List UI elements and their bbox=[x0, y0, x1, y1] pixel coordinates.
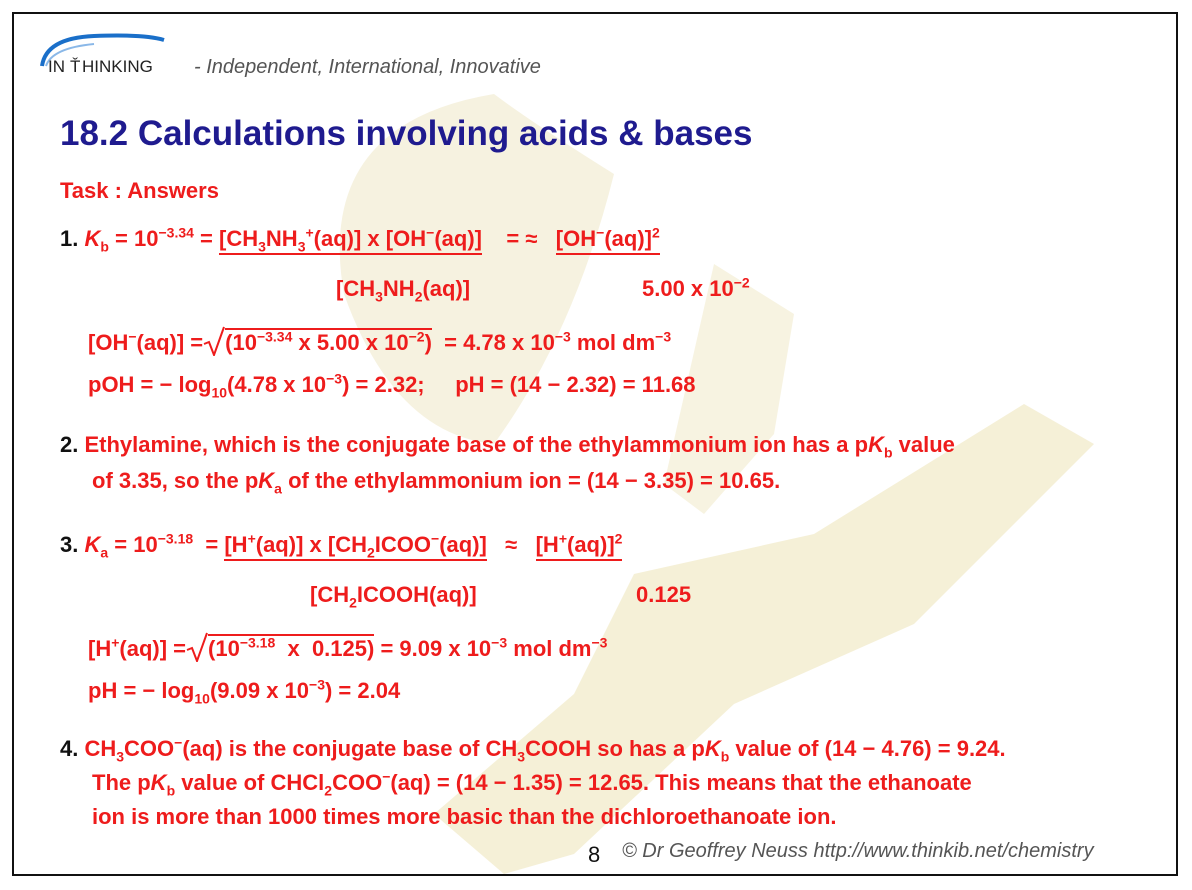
thinking-logo-icon bbox=[34, 26, 194, 76]
answer-3-approx-numerator: $[H^+(aq)]^2$ bbox=[536, 532, 623, 561]
footer-copyright: © Dr Geoffrey Neuss http://www.thinkib.net/chemistry bbox=[622, 840, 1094, 862]
svg-text:Ť: Ť bbox=[70, 57, 81, 76]
square-root-icon bbox=[186, 632, 208, 662]
page-title: 18.2 Calculations involving acids & bases bbox=[60, 114, 753, 153]
answer-2-line-2: of 3.35, so the $pK_a$ of the ethylammonium ion = (14 − 3.35) = 10.65. bbox=[92, 468, 781, 497]
answer-3-line-1: 3. $K_a = 10^{-3.18} = [H^+(aq)]$ x $[CH_2ICOO^-(aq)] \approx [H^+(aq)]^2$ bbox=[60, 530, 623, 561]
answer-4-line-2: The $pK_b$ value of CHCl$_2$COO−(aq) = (14 − 1.35) = 12.65. This means that the ethanoate bbox=[92, 768, 972, 799]
answer-3-numerator: [H+(aq)] x $[CH_2ICOO^-(aq)]$ bbox=[224, 530, 487, 561]
svg-text:IN: IN bbox=[48, 57, 65, 76]
logo-tagline: - Independent, International, Innovative bbox=[194, 56, 541, 78]
answer-1-denominator: $[CH_3NH_2(aq)]$ bbox=[336, 276, 471, 305]
answer-1-ph: pOH = − $\log_{10}(4.78$ x $10^{-3}) = 2.32$; pH = (14 − 2.32) = 11.68 bbox=[88, 370, 696, 401]
answer-1-hydroxide: $[OH^-(aq)] = (10^{-3.34}$ x 5.00 x $10^{-2}) = 4.78$ x $10^{-3}$ mol $dm^{-3}$ bbox=[88, 326, 671, 356]
answer-3-ph: pH = − $\log_{10}(9.09$ x $10^{-3}) = 2.04$ bbox=[88, 676, 401, 707]
answer-3-approx-denominator: 0.125 bbox=[636, 582, 692, 607]
answer-1-number: 1. bbox=[60, 226, 79, 251]
task-heading: Task : Answers bbox=[60, 178, 219, 203]
answer-1-approx-denominator: 5.00 x $10^{-2}$ bbox=[642, 274, 750, 301]
answer-3-number: 3. bbox=[60, 532, 79, 557]
answer-4-number: 4. bbox=[60, 736, 79, 761]
svg-text:HINKING: HINKING bbox=[82, 57, 153, 76]
footer-credit bbox=[622, 840, 1094, 863]
answer-1-line-1: 1. $K_b = 10^{-3.34} = [CH_3NH_3^+(aq)]$ x [OH−(aq)] = ≈ $[OH^-(aq)]^2$ bbox=[60, 224, 660, 255]
answer-1-numerator: $[CH_3NH_3^+(aq)]$ x [OH−(aq)] bbox=[219, 224, 482, 255]
answer-2-line-1: 2. Ethylamine, which is the conjugate base of the ethylammonium ion has a $pK_b$ value bbox=[60, 432, 955, 461]
logo bbox=[34, 26, 574, 76]
slide bbox=[12, 12, 1178, 876]
answer-4-line-3: ion is more than 1000 times more basic than the dichloroethanoate ion. bbox=[92, 804, 837, 829]
answer-4-line-1: 4. $CH_3COO^-(aq)$ is the conjugate base of $CH_3COOH$ so has a $pK_b$ value of (14 − 4.76) = 9.24. bbox=[60, 734, 1006, 765]
answer-2-number: 2. bbox=[60, 432, 79, 457]
page-number: 8 bbox=[588, 842, 601, 867]
answer-3-denominator: $[CH_2ICOOH(aq)]$ bbox=[310, 582, 477, 611]
answer-3-hydrogen: $[H^+(aq)] = (10^{-3.18}$ x 0.125) = 9.09 x $10^{-3}$ mol $dm^{-3}$ bbox=[88, 632, 607, 662]
square-root-icon bbox=[203, 326, 225, 356]
answer-1-approx-numerator: $[OH^-(aq)]^2$ bbox=[556, 226, 660, 255]
